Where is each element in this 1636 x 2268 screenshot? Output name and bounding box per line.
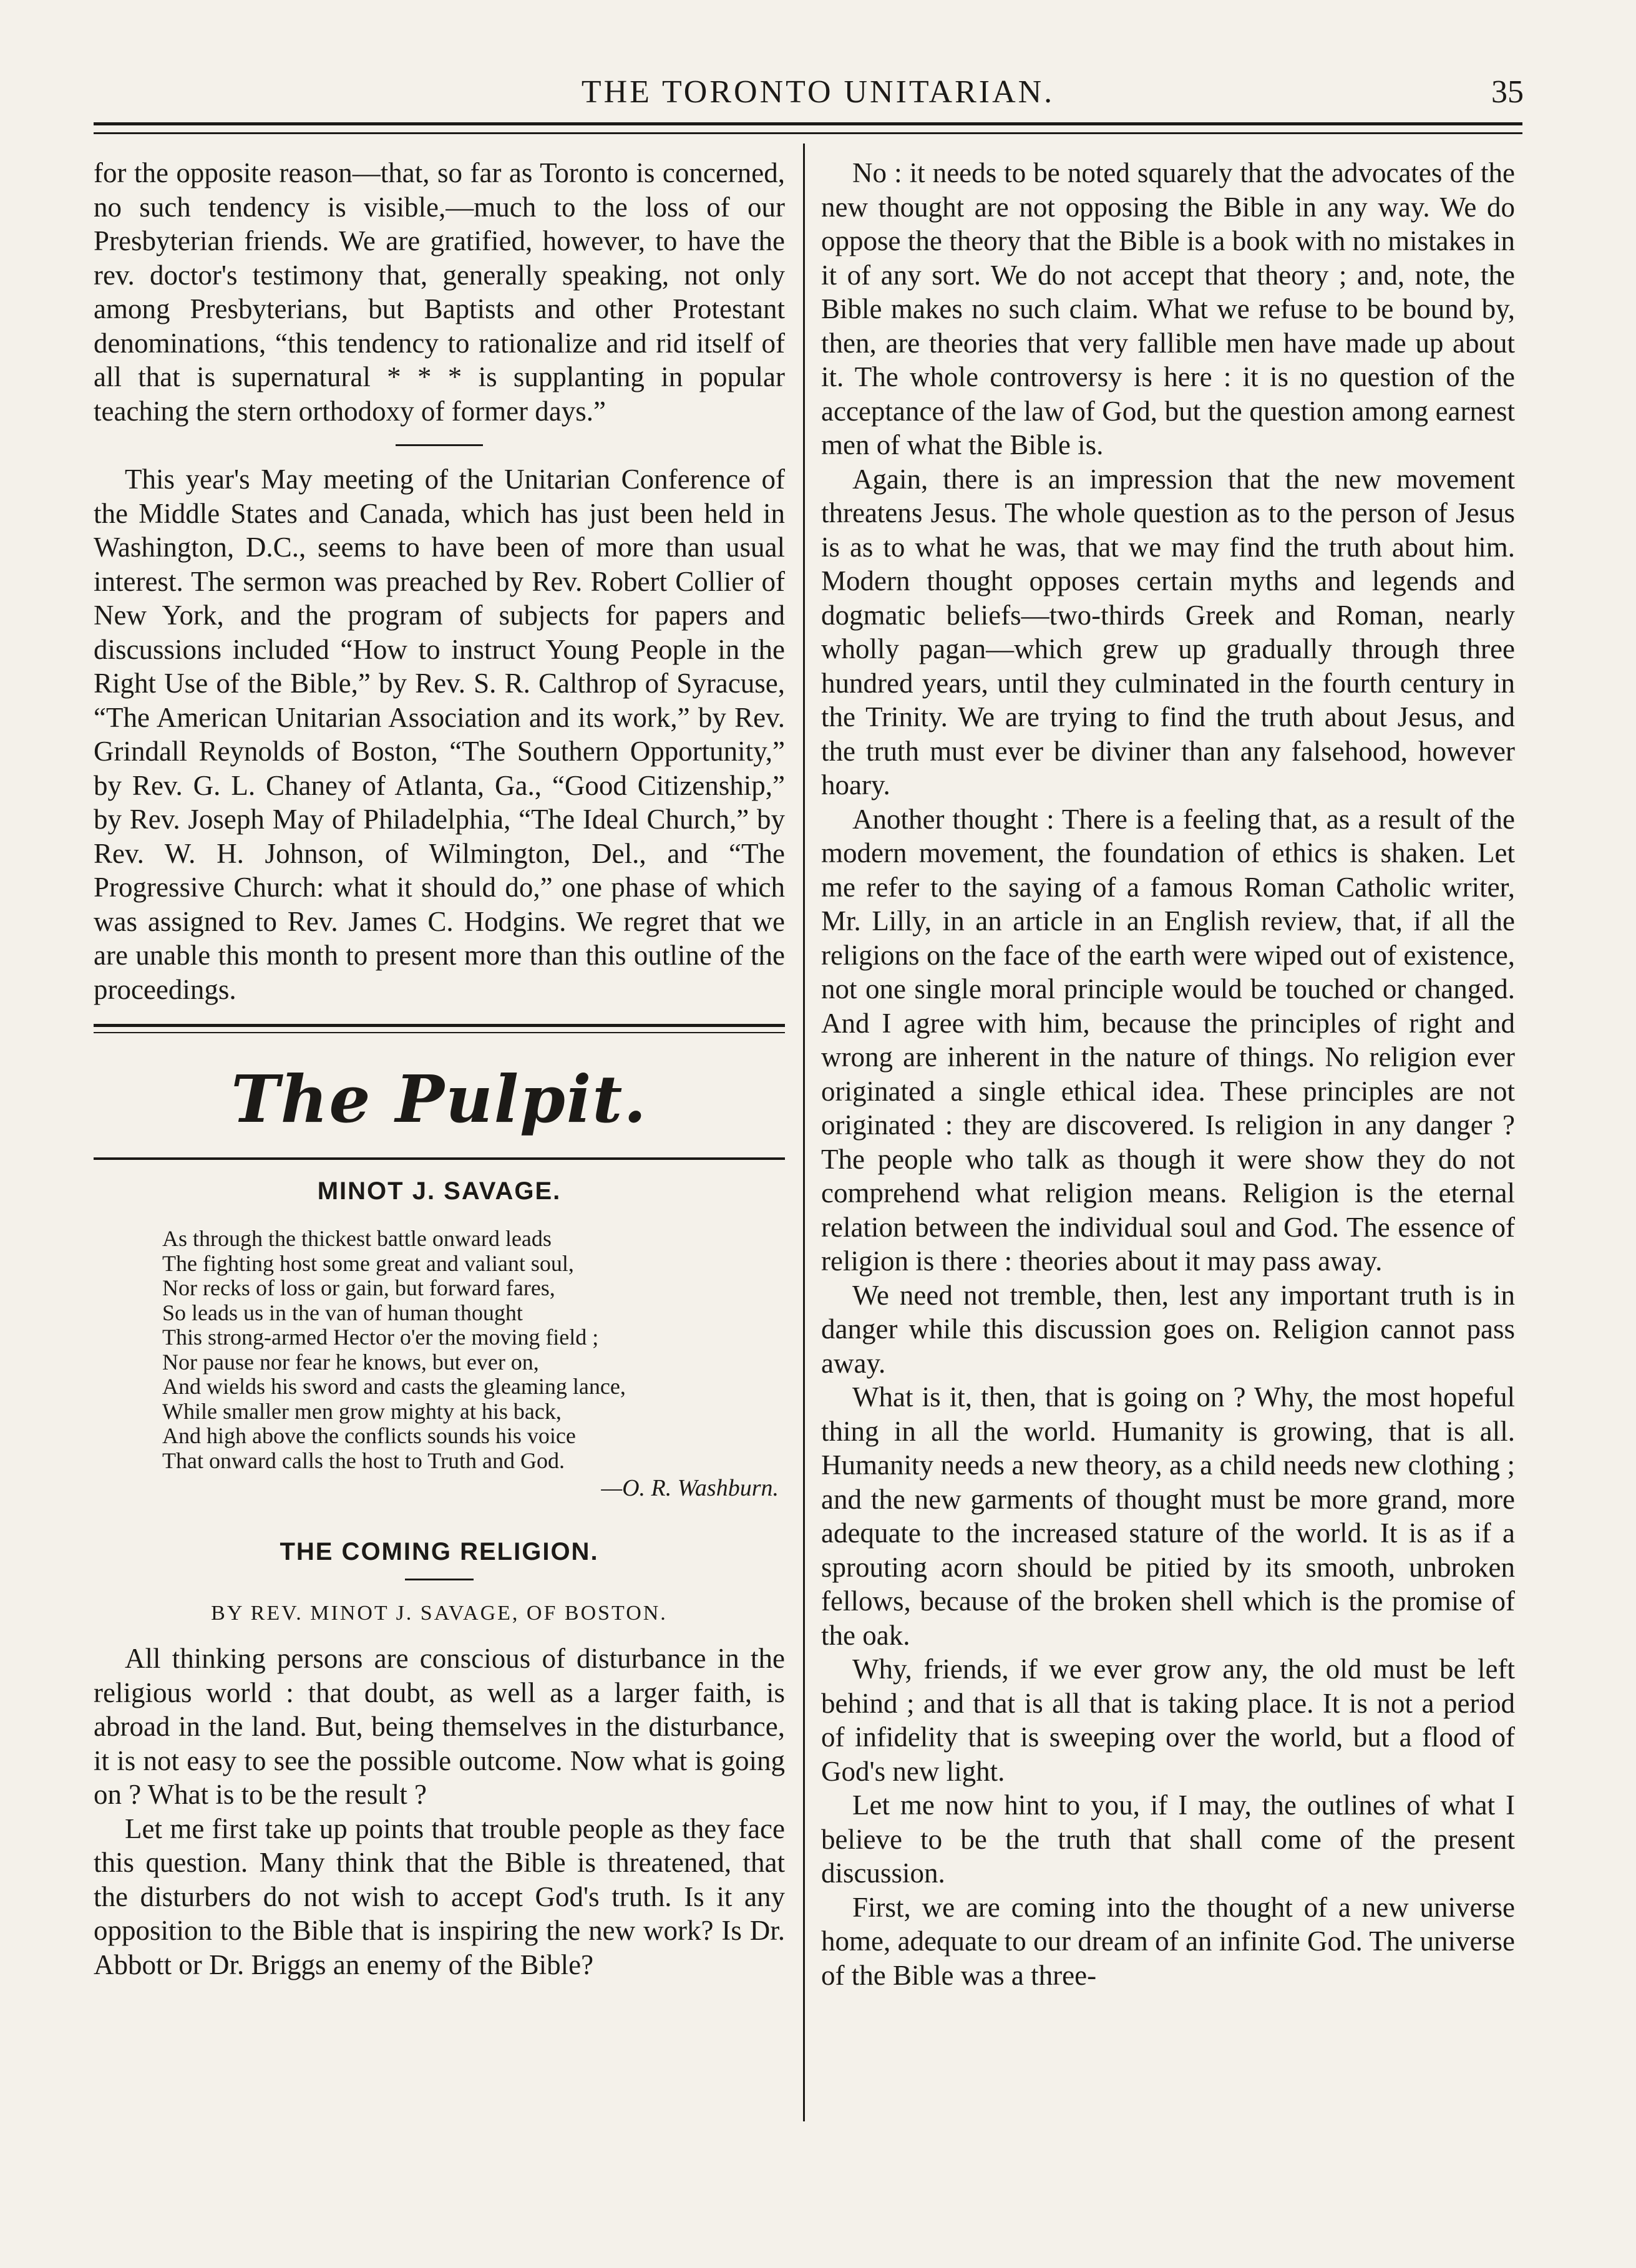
article-paragraph: We need not tremble, then, lest any important truth is in danger while this discussion goes on. Religion cannot pass away. (821, 1279, 1515, 1379)
running-head (0, 74, 1636, 117)
poem-line: Nor recks of loss or gain, but forward fares, (162, 1275, 555, 1300)
poem-line: And wields his sword and casts the gleaming lance, (162, 1374, 626, 1399)
section-heading-pulpit: The Pulpit. (231, 1061, 648, 1137)
poem-title: MINOT J. SAVAGE. (317, 1177, 562, 1205)
poem-line: While smaller men grow mighty at his back, (162, 1398, 562, 1424)
article-byline: BY REV. MINOT J. SAVAGE, OF BOSTON. (211, 1602, 668, 1625)
poem (94, 1227, 785, 1473)
header-rule-thin (94, 132, 1522, 134)
poem-line: This strong-armed Hector o'er the moving field ; (162, 1325, 599, 1350)
article-title: THE COMING RELIGION. (280, 1538, 599, 1565)
right-column (821, 156, 1515, 1992)
short-rule (396, 444, 483, 446)
article-paragraph: Why, friends, if we ever grow any, the old must be left behind ; and that is all that is taking place. It is not a period of infidelity that is sweeping over the world, but a flood of God's new light. (821, 1653, 1515, 1787)
article-paragraph: Another thought : There is a feeling that, as a result of the modern movement, the foundation of ethics is shaken. Let me refer to the saying of a famous Roman Catholic writer, Mr. Lilly, in an article in an English review, that, if all the religions on the face of the earth were wiped out of existence, not one single moral principle would be touched or changed. And I agree with him, because the principles of right and wrong are inherent in the nature of things. No religion ever originated a single ethical idea. These principles are not originated : they are discovered. Is religion in any danger ? The people who talk as though it were show they do not comprehend what religion means. Religion is the eternal relation between the individual soul and God. The essence of religion is there : theories about it may pass away. (821, 803, 1515, 1277)
poem-line: That onward calls the host to Truth and God. (162, 1448, 565, 1473)
page-number: 35 (1491, 74, 1524, 110)
paragraph-may-meeting: This year's May meeting of the Unitarian Conference of the Middle States and Canada, which has just been held in Washington, D.C., seems to have been of more than usual interest. The sermon was preached by Rev. Robert Collier of New York, and the program of subjects for papers and discussions included “How to instruct Young People in the Right Use of the Bible,” by Rev. S. R. Calthrop of Syracuse, “The American Unitarian Association and its work,” by Rev. Grindall Reynolds of Boston, “The Southern Opportunity,” by Rev. G. L. Chaney of Atlanta, Ga., “Good Citizenship,” by Rev. Joseph May of Philadelphia, “The Ideal Church,” by Rev. W. H. Johnson, of Wilmington, Del., and “The Progressive Church: what it should do,” one phase of which was assigned to Rev. James C. Hodgins. We regret that we are unable this month to present more than this outline of the proceedings. (94, 464, 785, 1005)
article-paragraph: Let me first take up points that trouble people as they face this question. Many think that the Bible is threatened, that the disturbers do not wish to accept God's truth. Is it any opposition to the Bible that is inspiring the new work? Is Dr. Abbott or Dr. Briggs an enemy of the Bible? (94, 1813, 785, 1980)
short-rule (405, 1579, 474, 1580)
section-rule (94, 1157, 785, 1160)
article-paragraph: Again, there is an impression that the new movement threatens Jesus. The whole question as to the person of Jesus is as to what he was, that we may find the truth about him. Modern thought opposes certain myths and legends and dogmatic beliefs—two-thirds Greek and Roman, nearly wholly pagan—which grew up gradually through three hundred years, until they culminated in the fourth century in the Trinity. We are trying to find the truth about Jesus, and the truth must ever be diviner than any falsehood, however hoary. (821, 463, 1515, 801)
section-double-rule (94, 1024, 785, 1036)
header-rule-thick (94, 122, 1522, 125)
article-paragraph: First, we are coming into the thought of a new universe home, adequate to our dream of an infinite God. The universe of the Bible was a three- (821, 1891, 1515, 1991)
poem-line: So leads us in the van of human thought (162, 1300, 523, 1325)
poem-line: Nor pause nor fear he knows, but ever on, (162, 1349, 539, 1375)
publication-title: THE TORONTO UNITARIAN. (581, 74, 1055, 110)
article-paragraph: Let me now hint to you, if I may, the outlines of what I believe to be the truth that shall come of the present discussion. (821, 1789, 1515, 1889)
poem-credit: —O. R. Washburn. (601, 1475, 779, 1501)
left-column (94, 156, 785, 1982)
article-paragraph: What is it, then, that is going on ? Why, the most hopeful thing in all the world. Humanity is growing, that is all. Humanity needs a new theory, as a child needs new clothing ; and the new garments of thought must be more grand, more adequate to the increased stature of the world. It is as if a sprouting acorn should be pitied by its smooth, unbroken fellows, because of the broken shell which is the promise of the oak. (821, 1381, 1515, 1651)
column-divider (803, 144, 805, 2121)
article-paragraph: All thinking persons are conscious of disturbance in the religious world : that doubt, as well as a larger faith, is abroad in the land. But, being themselves in the disturbance, it is not easy to see the possible outcome. Now what is going on ? What is to be the result ? (94, 1643, 785, 1810)
poem-line: The fighting host some great and valiant soul, (162, 1250, 574, 1276)
poem-line: And high above the conflicts sounds his voice (162, 1423, 576, 1448)
paragraph-opposite-reason: for the opposite reason—that, so far as Toronto is concerned, no such tendency is visible,—much to the loss of our Presbyterian friends. We are gratified, however, to have the rev. doctor's testimony that, generally speaking, not only among Presbyterians, but Baptists and other Protestant denominations, “this tendency to rationalize and rid itself of all that is supernatural * * * is supplanting in popular teaching the stern orthodoxy of former days.” (94, 157, 785, 427)
poem-line: As through the thickest battle onward leads (162, 1226, 552, 1251)
article-paragraph: No : it needs to be noted squarely that the advocates of the new thought are not opposing the Bible in any way. We do oppose the theory that the Bible is a book with no mistakes in it of any sort. We do not accept that theory ; and, note, the Bible makes no such claim. What we refuse to be bound by, then, are theories that very fallible men have made up about it. The whole controversy is here : it is no question of the acceptance of the law of God, but the question among earnest men of what the Bible is. (821, 157, 1515, 460)
